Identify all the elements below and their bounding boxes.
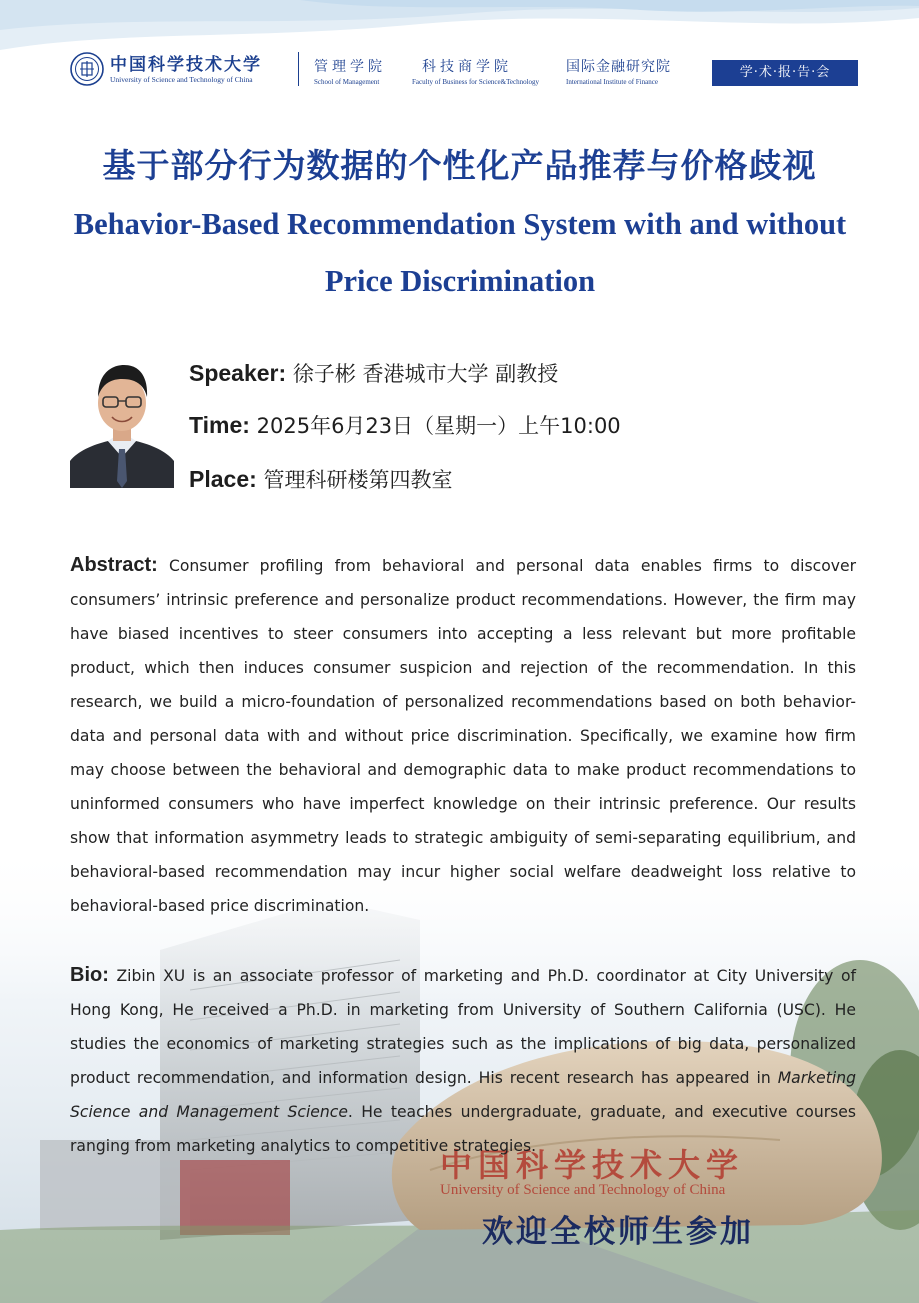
title-chinese: 基于部分行为数据的个性化产品推荐与价格歧视 [102, 146, 817, 185]
school-business-cn: 科技商学院 [422, 59, 512, 75]
school-finance [566, 56, 671, 86]
speaker-value: 徐子彬 香港城市大学 副教授 [292, 362, 559, 386]
bio-paragraph [70, 958, 856, 1163]
university-name-cn: 中国科学技术大学 [110, 55, 262, 75]
bio-label: Bio: [70, 964, 109, 986]
place-value: 管理科研楼第四教室 [263, 468, 453, 492]
school-management [314, 56, 386, 86]
speaker-photo [70, 357, 174, 488]
bio-journals: Marketing Science and Management Science [70, 1069, 856, 1121]
school-business-en: Faculty of Business for Science&Technology [412, 78, 540, 86]
speaker-line [189, 358, 558, 388]
school-management-cn: 管理学院 [314, 59, 386, 75]
welcome-message: 欢迎全校师生参加 [482, 1214, 754, 1250]
header-divider [298, 52, 299, 86]
title-english: Behavior-Based Recommendation System with and without Price Discrimination [73, 207, 847, 298]
ustc-emblem-icon [70, 52, 104, 86]
school-business [412, 56, 539, 86]
seminar-badge: 学·术·报·告·会 [712, 60, 858, 86]
abstract-paragraph [70, 548, 856, 923]
time-line [189, 410, 621, 440]
place-label: Place: [189, 466, 257, 492]
bio-text-2: . He teaches undergraduate, graduate, and executive courses ranging from marketing analytics to competitive strategies. [70, 1103, 856, 1155]
university-name-en: University of Science and Technology of China [110, 75, 253, 84]
time-value: 2025年6月23日（星期一）上午10:00 [256, 414, 621, 438]
abstract-label: Abstract: [70, 554, 158, 576]
school-finance-cn: 国际金融研究院 [566, 59, 671, 75]
stone-inscription-cn: 中国科学技术大学 [440, 1146, 745, 1184]
speaker-label: Speaker: [189, 360, 287, 386]
place-line [189, 464, 452, 494]
time-label: Time: [189, 412, 250, 438]
header [68, 44, 858, 94]
bio-text-1: Zibin XU is an associate professor of marketing and Ph.D. coordinator at City University of Hong Kong, He received a Ph.D. in marketing from University of Southern California (USC). He studies the economics of marketing strategies such as the implications of big data, personalized product recommendation, and information design. His recent research has appeared in [70, 967, 856, 1087]
school-management-en: School of Management [314, 78, 380, 86]
school-finance-en: International Institute of Finance [566, 78, 658, 86]
stone-inscription-en: University of Science and Technology of China [440, 1182, 726, 1198]
abstract-text: Consumer profiling from behavioral and personal data enables firms to discover consumers’ intrinsic preference and personalize product recommendations. However, the firm may have biased incentives to steer consumers into accepting a less relevant but more profitable product, which then induces consumer suspicion and rejection of the recommendation. In this research, we build a micro-foundation of personalized recommendations based on both behavior-data and personal data with and without price discrimination. Specifically, we examine how firm may choose between the behavioral and demographic data to make product recommendations to uninformed consumers who have imperfect knowledge on their intrinsic preference. Our results show that information asymmetry leads to strategic ambiguity of semi-separating equilibrium, and behavioral-based recommendation may incur higher social welfare deadweight loss relative to behavioral-based price discrimination. [70, 557, 856, 915]
